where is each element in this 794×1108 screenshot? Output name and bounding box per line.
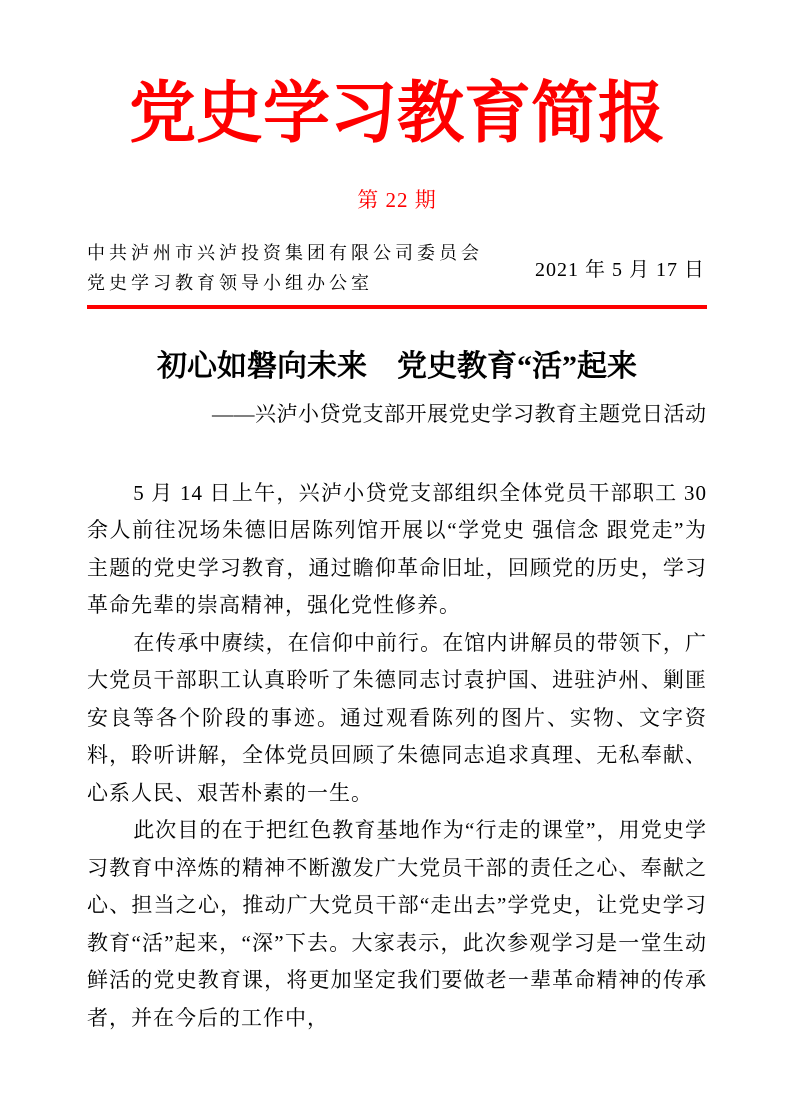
bulletin-page: [87, 0, 707, 1037]
issuing-org-line2: 党史学习教育领导小组办公室: [87, 272, 373, 293]
issuing-org-line1: 中共泸州市兴泸投资集团有限公司委员会: [87, 242, 483, 263]
issue-number: 第 22 期: [357, 187, 437, 212]
bulletin-masthead-title: 党史学习教育简报: [129, 77, 665, 151]
masthead-divider-rule: [87, 305, 707, 309]
article-title: 初心如磐向未来 党史教育“活”起来: [157, 349, 637, 383]
article-paragraph-2: 在传承中赓续，在信仰中前行。在馆内讲解员的带领下，广大党员干部职工认真聆听了朱德同志讨袁护国、进驻泸州、剿匪安良等各个阶段的事迹。通过观看陈列的图片、实物、文字资料，聆听讲解，全体党员回顾了朱德同志追求真理、无私奉献、心系人民、艰苦朴素的一生。: [87, 630, 707, 805]
article-subtitle: ——兴泸小贷党支部开展党史学习教育主题党日活动: [212, 401, 707, 426]
article-body: [87, 475, 707, 1038]
issue-date: 2021 年 5 月 17 日: [535, 259, 705, 282]
article-paragraph-1: 5 月 14 日上午，兴泸小贷党支部组织全体党员干部职工 30 余人前往况场朱德旧居陈列馆开展以“学党史 强信念 跟党走”为主题的党史学习教育，通过瞻仰革命旧址，回顾党的历史，学习革命先辈的崇高精神，强化党性修养。: [87, 480, 707, 618]
issuing-org-block: [87, 238, 483, 298]
article-paragraph-3: 此次目的在于把红色教育基地作为“行走的课堂”，用党史学习教育中淬炼的精神不断激发广大党员干部的责任之心、奉献之心、担当之心，推动广大党员干部“走出去”学党史，让党史学习教育“活”起来，“深”下去。大家表示，此次参观学习是一堂生动鲜活的党史教育课，将更加坚定我们要做老一辈革命精神的传承者，并在今后的工作中，: [87, 818, 707, 1030]
issuer-header-row: [87, 238, 707, 298]
